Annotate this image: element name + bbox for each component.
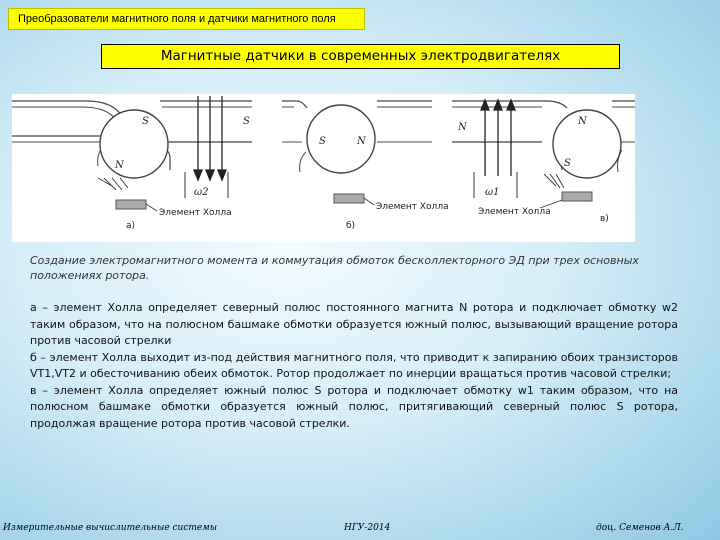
hall-label-a: Элемент Холла — [159, 208, 232, 218]
rotor-pole-c-top: N — [578, 116, 587, 127]
hall-element-c — [562, 192, 592, 201]
rotor-pole-b-left: S — [319, 136, 326, 147]
hall-label-b: Элемент Холла — [376, 202, 449, 212]
section-header: Преобразователи магнитного поля и датчики магнитного поля — [8, 8, 365, 30]
panel-letter-a: a) — [126, 221, 136, 231]
footer-left: Измерительные вычислительные системы — [3, 523, 218, 533]
stator-pole-a: S — [243, 116, 250, 127]
winding-label-a: ω2 — [194, 187, 209, 198]
panel-b — [282, 101, 449, 231]
rotor-pole-b-right: N — [357, 136, 366, 147]
hall-element-a — [116, 200, 146, 209]
figure-caption: Создание электромагнитного момента и коммутация обмоток бесколлекторного ЭД при трех основных положениях ротора. — [30, 254, 639, 282]
paragraph-b: б – элемент Холла выходит из-под действия магнитного поля, что приводит к запиранию обоих транзисторов VT1,VT2 и обесточиванию обеих обмоток. Ротор продолжает по инерции вращаться против часовой стрелки; — [30, 350, 678, 380]
footer-right: доц. Семенов А.Л. — [596, 523, 684, 533]
rotor-pole-a-top: S — [142, 116, 149, 127]
hall-sensor-diagram — [12, 94, 635, 242]
stator-pole-c: N — [458, 122, 467, 133]
footer-center: НГУ-2014 — [344, 523, 391, 533]
panel-a — [12, 96, 252, 231]
rotor-a — [100, 110, 168, 178]
body-text — [30, 300, 678, 432]
rotor-pole-a-bottom: N — [115, 160, 124, 171]
panel-c — [452, 100, 635, 224]
panel-letter-b: б) — [346, 221, 356, 231]
paragraph-a: а – элемент Холла определяет северный полюс постоянного магнита N ротора и подключает обмотку w2 таким образом, что на полюсном башмаке обмотки образуется южный полюс, вызывающий вращение ротора против часовой стрелки — [30, 301, 678, 347]
slide-title: Магнитные датчики в современных электродвигателях — [101, 44, 620, 69]
panel-letter-c: в) — [600, 214, 609, 224]
rotor-pole-c-bottom: S — [564, 158, 571, 169]
winding-label-c: ω1 — [485, 187, 500, 198]
paragraph-c: в – элемент Холла определяет южный полюс S ротора и подключает обмотку w1 таким образом, что на полюсном башмаке обмотки образуется южный полюс, притягивающий северный полюс S ротора, продолжая вращение ротора против часовой стрелки. — [30, 383, 678, 430]
hall-label-c: Элемент Холла — [478, 207, 551, 217]
hall-element-b — [334, 194, 364, 203]
